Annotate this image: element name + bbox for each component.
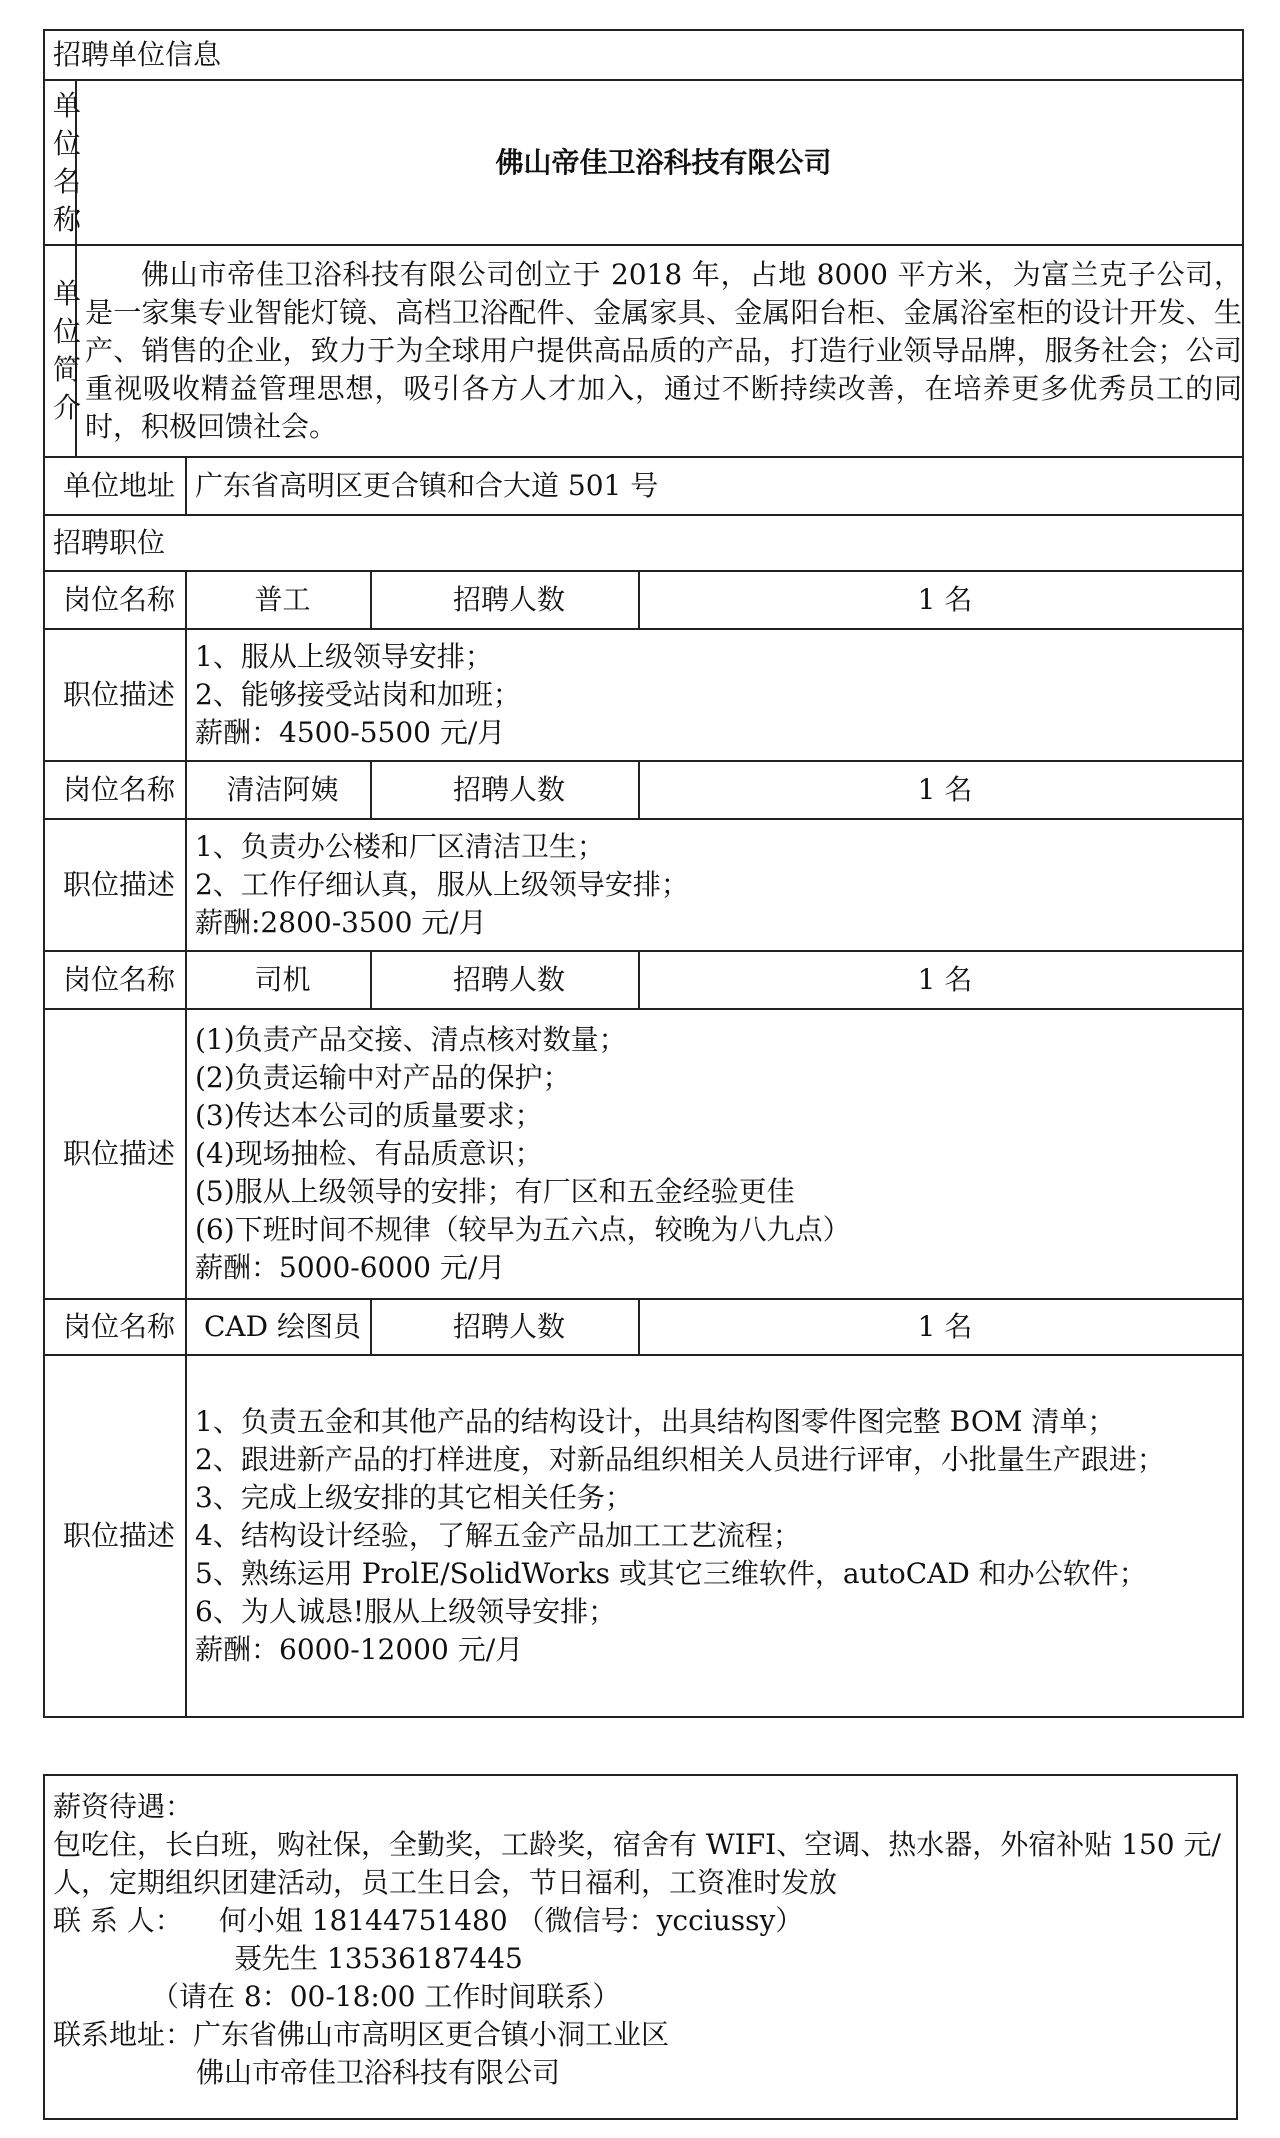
contact-label: 联 系 人： bbox=[53, 1904, 183, 1937]
company-name-label-char: 称 bbox=[53, 202, 82, 236]
description-label: 职位描述 bbox=[44, 819, 186, 951]
company-name-label-char: 位 bbox=[53, 126, 82, 160]
company-intro-label-char: 介 bbox=[53, 391, 82, 424]
position-description bbox=[186, 629, 1243, 761]
position-header-row bbox=[44, 1299, 1243, 1355]
description-line: (2)负责运输中对产品的保护； bbox=[195, 1061, 571, 1094]
description-line: 3、完成上级安排的其它相关任务； bbox=[195, 1481, 633, 1514]
description-line: 4、结构设计经验，了解五金产品加工工艺流程； bbox=[195, 1519, 801, 1552]
company-intro-label-char: 位 bbox=[53, 315, 82, 348]
company-intro-row bbox=[44, 245, 1243, 457]
position-description bbox=[186, 1355, 1243, 1717]
description-line: 2、跟进新产品的打样进度，对新品组织相关人员进行评审，小批量生产跟进； bbox=[195, 1443, 1165, 1476]
description-line: 5、熟练运用 ProlE/SolidWorks 或其它三维软件，autoCAD 和办公软件； bbox=[195, 1557, 1147, 1590]
description-line: (6)下班时间不规律（较早为五六点，较晚为八九点） bbox=[195, 1213, 851, 1246]
headcount-label: 招聘人数 bbox=[371, 571, 639, 629]
description-line: (1)负责产品交接、清点核对数量； bbox=[195, 1023, 627, 1056]
description-line: 2、能够接受站岗和加班； bbox=[195, 678, 521, 711]
description-line: (5)服从上级领导的安排；有厂区和五金经验更佳 bbox=[195, 1175, 795, 1208]
headcount-label: 招聘人数 bbox=[371, 761, 639, 819]
company-name-label bbox=[44, 80, 82, 245]
section-row-company-info bbox=[44, 30, 1243, 80]
position-name-label: 岗位名称 bbox=[44, 761, 186, 819]
description-line: 1、服从上级领导安排； bbox=[195, 640, 493, 673]
position-name: CAD 绘图员 bbox=[186, 1299, 371, 1355]
position-name: 清洁阿姨 bbox=[186, 761, 371, 819]
contact-hours: （请在 8：00-18:00 工作时间联系） bbox=[151, 1980, 621, 2013]
position-name-label: 岗位名称 bbox=[44, 951, 186, 1009]
company-name: 佛山帝佳卫浴科技有限公司 bbox=[76, 80, 1243, 245]
contact-address-2: 佛山市帝佳卫浴科技有限公司 bbox=[196, 2056, 561, 2089]
section-title-company-info: 招聘单位信息 bbox=[44, 30, 1243, 80]
company-intro-label bbox=[44, 245, 82, 457]
headcount-value: 1 名 bbox=[639, 1299, 1243, 1355]
company-address: 广东省高明区更合镇和合大道 501 号 bbox=[186, 457, 1243, 515]
description-line: 2、工作仔细认真，服从上级领导安排； bbox=[195, 868, 689, 901]
company-address-label: 单位地址 bbox=[44, 457, 186, 515]
position-header-row bbox=[44, 951, 1243, 1009]
headcount-value: 1 名 bbox=[639, 571, 1243, 629]
description-line: 1、负责五金和其他产品的结构设计，出具结构图零件图完整 BOM 清单； bbox=[195, 1405, 1116, 1438]
section-title-positions: 招聘职位 bbox=[44, 515, 1243, 571]
description-line: (4)现场抽检、有品质意识； bbox=[195, 1137, 543, 1170]
description-label: 职位描述 bbox=[44, 629, 186, 761]
position-description bbox=[186, 819, 1243, 951]
description-label: 职位描述 bbox=[44, 1009, 186, 1299]
benefits-text: 包吃住，长白班，购社保，全勤奖，工龄奖，宿舍有 WIFI、空调、热水器，外宿补贴 150 元/人，定期组织团建活动，员工生日会，节日福利，工资准时发放 bbox=[53, 1828, 1221, 1899]
position-header-row bbox=[44, 571, 1243, 629]
company-name-label-char: 单 bbox=[53, 88, 82, 122]
headcount-label: 招聘人数 bbox=[371, 1299, 639, 1355]
company-intro-label-char: 简 bbox=[53, 353, 82, 386]
company-intro-label-char: 单 bbox=[53, 277, 82, 310]
contact-person-2: 聂先生 13536187445 bbox=[234, 1942, 523, 1975]
position-description-row bbox=[44, 819, 1243, 951]
section-row-positions bbox=[44, 515, 1243, 571]
benefits-title: 薪资待遇： bbox=[53, 1790, 194, 1823]
contact-address-1: 广东省佛山市高明区更合镇小洞工业区 bbox=[193, 2018, 670, 2051]
salary-line: 薪酬：5000-6000 元/月 bbox=[195, 1251, 506, 1284]
contact-block bbox=[53, 1902, 1232, 2092]
position-name-label: 岗位名称 bbox=[44, 1299, 186, 1355]
salary-line: 薪酬:2800-3500 元/月 bbox=[195, 906, 487, 939]
headcount-value: 1 名 bbox=[639, 951, 1243, 1009]
company-intro-text: 佛山市帝佳卫浴科技有限公司创立于 2018 年，占地 8000 平方米，为富兰克子公司，是一家集专业智能灯镜、高档卫浴配件、金属家具、金属阳台柜、金属浴室柜的设计开发、生产、销售的企业，致力于为全球用户提供高品质的产品，打造行业领导品牌，服务社会；公司重视吸收精益管理思想，吸引各方人才加入，通过不断持续改善，在培养更多优秀员工的同时，积极回馈社会。 bbox=[76, 245, 1243, 457]
position-header-row bbox=[44, 761, 1243, 819]
position-name: 司机 bbox=[186, 951, 371, 1009]
position-name-label: 岗位名称 bbox=[44, 571, 186, 629]
recruitment-table bbox=[43, 29, 1244, 1718]
headcount-label: 招聘人数 bbox=[371, 951, 639, 1009]
contact-line-1 bbox=[53, 1902, 1232, 1940]
company-name-row bbox=[44, 80, 1243, 245]
description-line: 1、负责办公楼和厂区清洁卫生； bbox=[195, 830, 605, 863]
contact-address-label: 联系地址： bbox=[53, 2018, 194, 2051]
benefits-box bbox=[43, 1774, 1238, 2120]
position-description bbox=[186, 1009, 1243, 1299]
description-line: 6、为人诚恳!服从上级领导安排； bbox=[195, 1595, 617, 1628]
position-description-row bbox=[44, 1009, 1243, 1299]
company-name-label-char: 名 bbox=[53, 164, 82, 198]
company-address-row bbox=[44, 457, 1243, 515]
position-description-row bbox=[44, 629, 1243, 761]
description-label: 职位描述 bbox=[44, 1355, 186, 1717]
salary-line: 薪酬：6000-12000 元/月 bbox=[195, 1633, 524, 1666]
position-description-row bbox=[44, 1355, 1243, 1717]
contact-person-1: 何小姐 18144751480 （微信号：ycciussy） bbox=[218, 1904, 804, 1937]
description-line: (3)传达本公司的质量要求； bbox=[195, 1099, 543, 1132]
salary-line: 薪酬：4500-5500 元/月 bbox=[195, 716, 506, 749]
headcount-value: 1 名 bbox=[639, 761, 1243, 819]
contact-address-line-1 bbox=[53, 2016, 1232, 2054]
position-name: 普工 bbox=[186, 571, 371, 629]
